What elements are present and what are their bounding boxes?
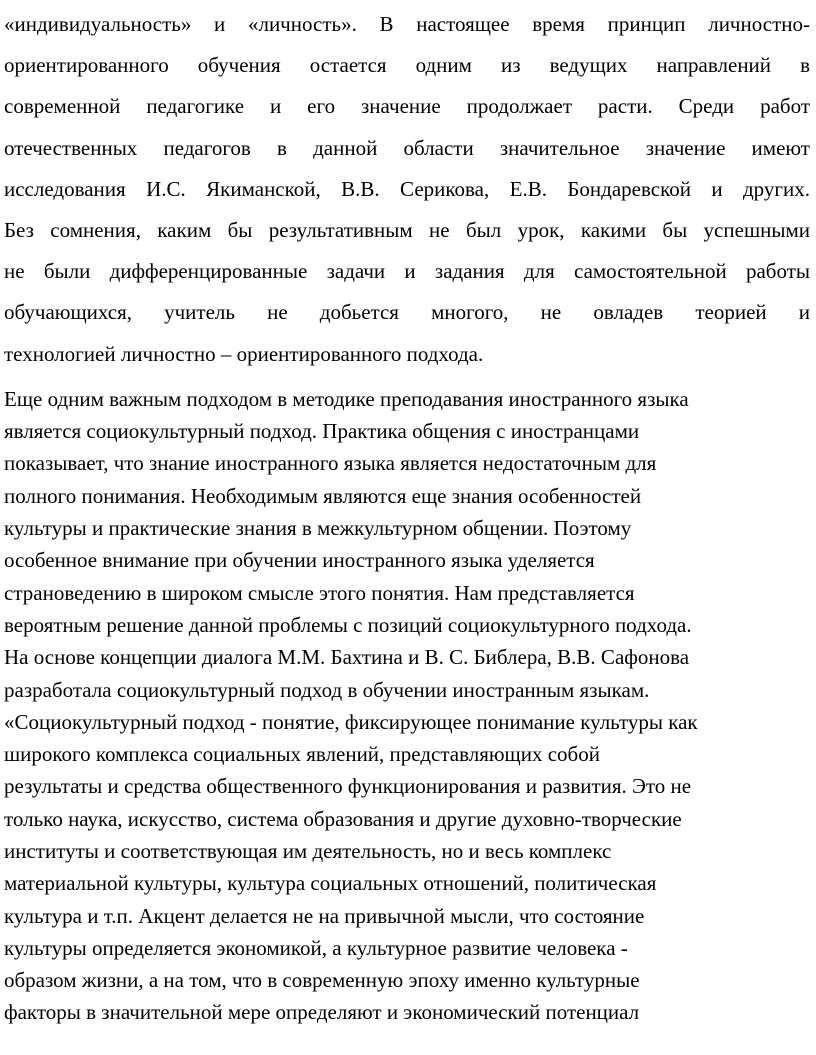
text-line: только наука, искусство, система образования и другие духовно-творческие xyxy=(4,806,682,831)
text-line: страноведению в широком смысле этого понятия. Нам представляется xyxy=(4,580,635,605)
text-line: факторы в значительной мере определяют и экономический потенциал xyxy=(4,1000,640,1025)
text-line: ориентированного обучения остается одним из ведущих направлений в xyxy=(4,53,810,78)
text-line: особенное внимание при обучении иностранного языка уделяется xyxy=(4,548,595,573)
text-line: материальной культуры, культура социальных отношений, политическая xyxy=(4,871,657,896)
paragraph-sociocultural-approach xyxy=(4,383,810,1029)
text-line: результаты и средства общественного функционирования и развития. Это не xyxy=(4,774,692,799)
text-line: Еще одним важным подходом в методике преподавания иностранного языка xyxy=(4,386,689,411)
text-line: технологией личностно – ориентированного подхода. xyxy=(4,341,484,366)
text-line: Без сомнения, каким бы результативным не был урок, какими бы успешными xyxy=(4,218,810,243)
text-line: исследования И.С. Якиманской, В.В. Серикова, Е.В. Бондаревской и других. xyxy=(4,176,810,201)
text-line: культура и т.п. Акцент делается не на привычной мысли, что состояние xyxy=(4,903,645,928)
paragraph-personal-oriented-learning xyxy=(4,4,810,375)
text-line: является социокультурный подход. Практика общения с иностранцами xyxy=(4,419,640,444)
text-line: современной педагогике и его значение продолжает расти. Среди работ xyxy=(4,94,810,119)
text-line: вероятным решение данной проблемы с позиций социокультурного подхода. xyxy=(4,612,692,637)
text-line: показывает, что знание иностранного языка является недостаточным для xyxy=(4,451,657,476)
text-line: «Социокультурный подход - понятие, фиксирующее понимание культуры как xyxy=(4,709,698,734)
text-line: отечественных педагогов в данной области значительное значение имеют xyxy=(4,135,810,160)
text-line: культуры и практические знания в межкультурном общении. Поэтому xyxy=(4,516,632,541)
text-line: полного понимания. Необходимым являются еще знания особенностей xyxy=(4,483,642,508)
text-line: институты и соответствующая им деятельность, но и весь комплекс xyxy=(4,838,612,863)
text-line: образом жизни, а на том, что в современную эпоху именно культурные xyxy=(4,968,640,993)
text-line: На основе концепции диалога М.М. Бахтина и В. С. Библера, В.В. Сафонова xyxy=(4,645,690,670)
text-line: разработала социокультурный подход в обучении иностранным языкам. xyxy=(4,677,650,702)
text-line: «индивидуальность» и «личность». В настоящее время принцип личностно- xyxy=(4,12,810,36)
text-line: не были дифференцированные задачи и задания для самостоятельной работы xyxy=(4,259,810,284)
text-line: обучающихся, учитель не добьется многого, не овладев теорией и xyxy=(4,300,810,325)
text-line: широкого комплекса социальных явлений, представляющих собой xyxy=(4,742,600,767)
text-line: культуры определяется экономикой, а культурное развитие человека - xyxy=(4,935,628,960)
